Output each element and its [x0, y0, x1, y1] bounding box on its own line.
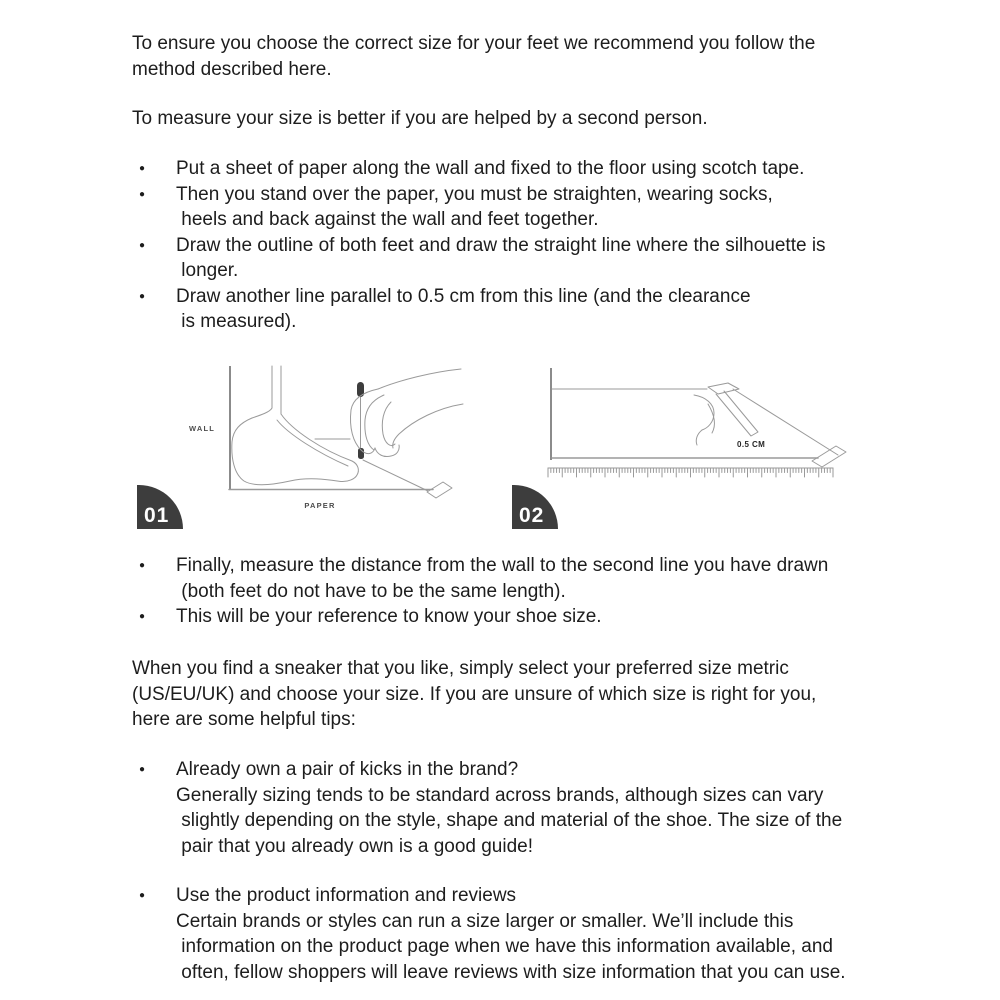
text-line: Generally sizing tends to be standard across brands, although sizes can vary — [176, 784, 824, 806]
text-line: This will be your reference to know your shoe size. — [176, 606, 602, 627]
tips-list — [132, 757, 940, 985]
list-item — [132, 284, 940, 335]
ruler — [548, 468, 833, 477]
hand-drawing — [350, 369, 463, 457]
text-line: Certain brands or styles can run a size larger or smaller. We’ll include this — [176, 910, 794, 932]
text-line: heels and back against the wall and feet together. — [176, 209, 599, 230]
steps-list — [132, 156, 940, 335]
tape-guide-line — [363, 460, 428, 491]
foot-top-line — [281, 414, 352, 461]
list-item — [132, 233, 940, 284]
bullet-icon: ● — [139, 890, 146, 901]
wall-label: WALL — [189, 424, 216, 433]
bullet-icon: ● — [139, 290, 146, 302]
leg-outline — [252, 366, 272, 418]
paragraph-intro — [132, 31, 940, 82]
text-line: pair that you already own is a good guide! — [176, 835, 534, 857]
list-item — [132, 182, 940, 233]
bullet-icon: ● — [139, 163, 146, 174]
pencil-icon — [357, 382, 364, 459]
text-line: slightly depending on the style, shape and material of the shoe. The size of the — [176, 810, 843, 831]
hand-drawing — [694, 395, 715, 445]
text-line: Finally, measure the distance from the wall to the second line you have drawn — [176, 555, 829, 576]
text-line: here are some helpful tips: — [132, 709, 356, 730]
list-item — [132, 604, 940, 630]
text-line: (both feet do not have to be the same length). — [176, 580, 566, 602]
text-line: is measured). — [176, 311, 297, 332]
text-line: often, fellow shoppers will leave reviews with size information that you can use. — [176, 961, 846, 983]
text-line: Then you stand over the paper, you must be straighten, wearing socks, — [176, 183, 773, 205]
paper-label: PAPER — [304, 501, 336, 510]
list-item — [132, 553, 940, 604]
list-item — [132, 156, 940, 182]
bullet-icon: ● — [139, 611, 146, 622]
results-list — [132, 553, 940, 630]
paragraph-helper — [132, 106, 940, 132]
foot-outline — [232, 418, 341, 485]
scotch-tape-icon — [427, 482, 452, 498]
text-line: (US/EU/UK) and choose your size. If you are unsure of which size is right for you, — [132, 683, 817, 705]
text-line: To ensure you choose the correct size for your feet we recommend you follow the — [132, 33, 816, 54]
paragraph-sizing — [132, 656, 940, 733]
text-line: Draw the outline of both feet and draw the straight line where the silhouette is — [176, 234, 826, 256]
figure-02-clearance-drawing — [548, 368, 846, 477]
list-item — [132, 757, 940, 859]
text-line: Draw another line parallel to 0.5 cm from this line (and the clearance — [176, 285, 751, 307]
ruler-ticks — [548, 468, 833, 477]
pencil-icon — [716, 391, 758, 436]
text-line: Already own a pair of kicks in the brand? — [176, 759, 519, 780]
badge-number: 01 — [144, 504, 170, 527]
text-line: longer. — [176, 260, 239, 281]
pencil-flag-icon — [708, 383, 739, 394]
bullet-icon: ● — [139, 560, 146, 571]
text-line: Use the product information and reviews — [176, 885, 517, 906]
list-item — [132, 883, 940, 985]
bullet-icon: ● — [139, 188, 146, 200]
bullet-icon: ● — [139, 239, 146, 251]
clearance-label: 0.5 CM — [737, 440, 766, 449]
text-line: method described here. — [132, 58, 332, 80]
badge-number: 02 — [519, 504, 545, 527]
text-line: When you find a sneaker that you like, simply select your preferred size metric — [132, 658, 789, 679]
foot-top-inner-line — [277, 420, 348, 466]
bullet-icon: ● — [139, 764, 146, 775]
text-line: Put a sheet of paper along the wall and fixed to the floor using scotch tape. — [176, 158, 805, 179]
text-line: information on the product page when we have this information available, and — [176, 936, 833, 957]
figure-01-foot-drawing — [189, 366, 463, 510]
text-line: To measure your size is better if you are helped by a second person. — [132, 108, 708, 129]
